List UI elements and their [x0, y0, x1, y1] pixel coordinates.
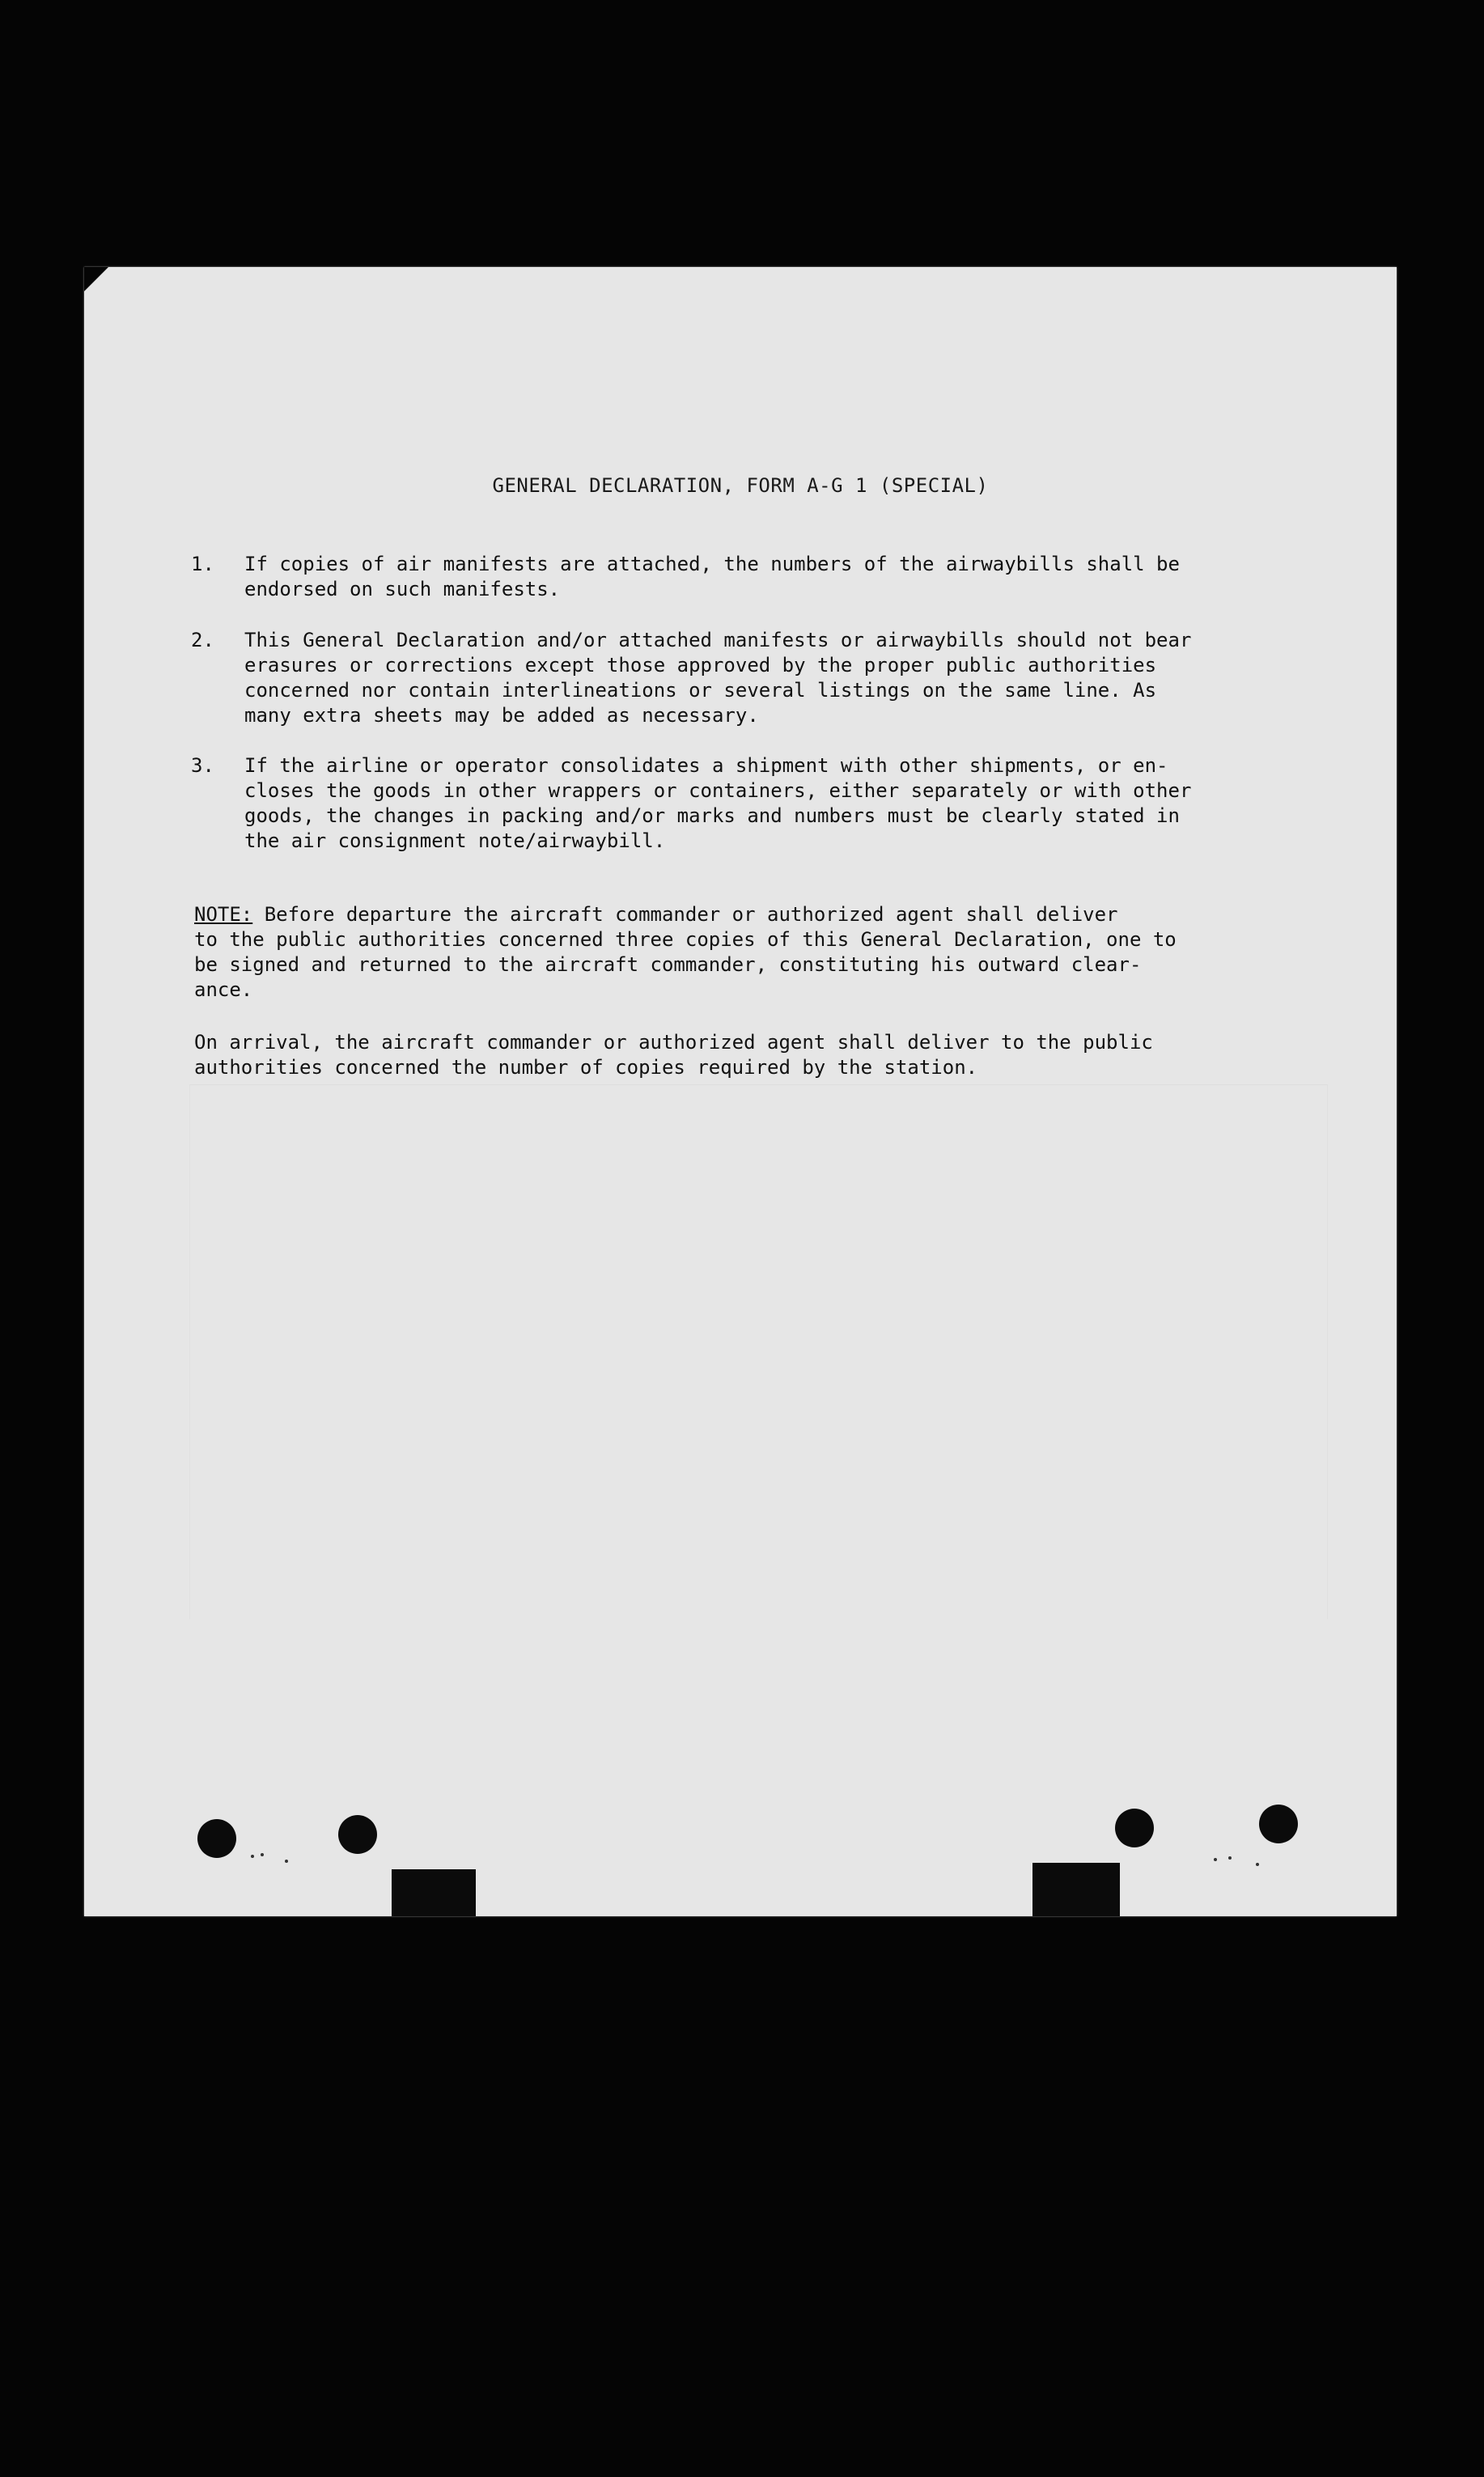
speck-mark: [1228, 1856, 1232, 1860]
punch-hole-icon: [338, 1815, 377, 1854]
arrival-paragraph: On arrival, the aircraft commander or authorized agent shall deliver to the public authorities concerned the number of copies required by the station.: [194, 1031, 1153, 1079]
binding-tab: [1032, 1863, 1120, 1916]
document-title: GENERAL DECLARATION, FORM A-G 1 (SPECIAL): [492, 474, 989, 497]
item-text: If copies of air manifests are attached, the numbers of the airwaybills shall be endorsed on such manifests.: [244, 553, 1180, 600]
note-text: Before departure the aircraft commander or authorized agent shall deliver to the public authorities concerned three copies of this General Declaration, one to be signed and returned to the aircraft commander, constituting his outward clear- ance.: [194, 903, 1177, 1001]
document-page: [84, 267, 1397, 1916]
item-number: 1.: [191, 553, 214, 575]
faint-bleedthrough-region: [189, 1084, 1328, 1619]
item-text: If the airline or operator consolidates a shipment with other shipments, or en- closes the goods in other wrappers or containers, either separately or with other goods, the changes in packing and/or marks and numbers must be clearly stated in the air consignment note/airwaybill.: [244, 754, 1192, 852]
item-number: 2.: [191, 629, 214, 651]
note-label: NOTE:: [194, 903, 253, 926]
folded-corner: [84, 267, 108, 291]
item-text: This General Declaration and/or attached manifests or airwaybills should not bear erasures or corrections except those approved by the proper public authorities concerned nor contain interlineations or several listings on the same line. As many extra sheets may be added as necessary.: [244, 629, 1192, 727]
punch-hole-icon: [1259, 1805, 1298, 1843]
punch-hole-icon: [1115, 1809, 1154, 1847]
item-number: 3.: [191, 754, 214, 777]
punch-hole-icon: [197, 1819, 236, 1858]
speck-mark: [1214, 1858, 1217, 1861]
speck-mark: [251, 1855, 254, 1858]
note-paragraph: [194, 902, 1303, 1003]
speck-mark: [261, 1853, 264, 1856]
binding-tab: [392, 1869, 476, 1916]
speck-mark: [1256, 1863, 1259, 1866]
speck-mark: [285, 1860, 288, 1863]
